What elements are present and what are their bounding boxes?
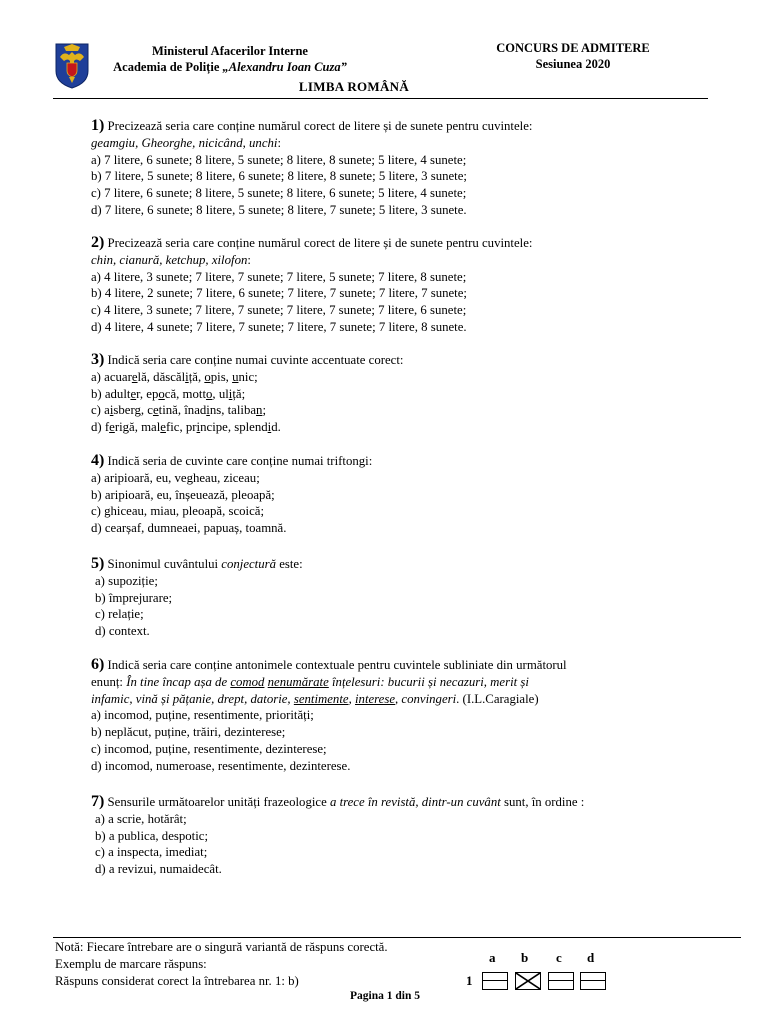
question-3-option-a: a) acuarelă, dăscăliță, opis, unic;: [91, 369, 258, 384]
question-1-words: geamgiu, Gheorghe, nicicând, unchi: [91, 135, 278, 150]
question-6: 6) Indică seria care conține antonimele contextuale pentru cuvintele subliniate din următorul enunț: În tine încap așa de comod nenumărate înțelesuri: bucurii și necazuri, merit și infamic, vină și pățanie, drept, datorie, sentimente, interese, convingeri. (I.L.Caragiale) a) incomod, puține, resentimente, priorități; b) neplăcut, puține, trăiri, dezinterese; c) incomod, puține, resentimente, dezinterese; d) incomod, numeroase, resentimente, dezinterese.: [91, 657, 711, 775]
question-6-option-d: d) incomod, numeroase, resentimente, dezinterese.: [91, 758, 351, 773]
question-2-option-b: b) 4 litere, 2 sunete; 7 litere, 6 sunete; 7 litere, 7 sunete; 7 litere, 7 sunete;: [91, 286, 467, 301]
answer-label-c: c: [556, 950, 562, 965]
note-line-2: Exemplu de marcare răspuns:: [55, 957, 207, 971]
question-6-option-c: c) incomod, puține, resentimente, dezinterese;: [91, 741, 327, 756]
question-5-option-b: b) împrejurare;: [95, 590, 173, 605]
question-6-text: Indică seria care conține antonimele contextuale pentru cuvintele subliniate din următorul: [104, 658, 567, 672]
answer-box-c: [548, 972, 574, 990]
question-1: 1) Precizează seria care conține numărul corect de litere și de sunete pentru cuvintele: geamgiu, Gheorghe, nicicând, unchi: a) 7 litere, 6 sunete; 8 litere, 5 sunete; 8 litere, 8 sunete; 5 litere, 4 sunete; b) 7 litere, 5 sunete; 8 litere, 6 sunete; 8 litere, 8 sunete; 5 litere, 3 sunete; c) 7 litere, 6 sunete; 8 litere, 5 sunete; 8 litere, 6 sunete; 5 litere, 4 sunete; d) 7 litere, 6 sunete; 8 litere, 5 sunete; 8 litere, 7 sunete; 5 litere, 3 sunete.: [91, 118, 711, 219]
question-7-phrases: a trece în revistă, dintr-un cuvânt: [329, 795, 501, 809]
answer-label-a: a: [489, 950, 496, 965]
question-6-quote-line-1: enunț: În tine încap așa de comod nenumărate înțelesuri: bucurii și necazuri, merit și: [91, 674, 529, 689]
question-4-option-b: b) aripioară, eu, înșeuează, pleoapă;: [91, 487, 275, 502]
question-3-option-d: d) ferigă, malefic, principe, splendid.: [91, 420, 281, 435]
cross-mark-icon: [516, 973, 540, 989]
question-5-option-d: d) context.: [95, 624, 150, 639]
header-divider: [53, 98, 708, 99]
academy-name: Academia de Poliție „Alexandru Ioan Cuza”: [113, 60, 347, 74]
institution-header: [100, 43, 360, 75]
question-4-text: Indică seria de cuvinte care conține numai triftongi:: [104, 454, 373, 468]
question-2-text: Precizează seria care conține numărul corect de litere și de sunete pentru cuvintele:: [104, 236, 533, 250]
question-4-option-c: c) ghiceau, miau, pleoapă, scoică;: [91, 504, 265, 519]
question-3-option-b: b) adulter, epocă, motto, uliță;: [91, 386, 246, 401]
question-2-words: chin, cianură, ketchup, xilofon: [91, 252, 248, 267]
question-7-text: Sensurile următoarelor unități frazeologice: [104, 795, 330, 809]
question-3-text: Indică seria care conține numai cuvinte accentuate corect:: [104, 353, 404, 367]
question-2-option-a: a) 4 litere, 3 sunete; 7 litere, 7 sunete; 7 litere, 5 sunete; 7 litere, 8 sunete;: [91, 269, 467, 284]
question-5-option-a: a) supoziție;: [95, 573, 158, 588]
answer-label-d: d: [587, 950, 595, 965]
question-5-text: Sinonimul cuvântului: [104, 557, 222, 571]
page-number: Pagina 1 din 5: [350, 990, 420, 1002]
answer-box-a: [482, 972, 508, 990]
question-4-option-a: a) aripioară, eu, vegheau, ziceau;: [91, 470, 260, 485]
question-2: 2) Precizează seria care conține numărul corect de litere și de sunete pentru cuvintele: chin, cianură, ketchup, xilofon: a) 4 litere, 3 sunete; 7 litere, 7 sunete; 7 litere, 5 sunete; 7 litere, 8 sunete; b) 4 litere, 2 sunete; 7 litere, 6 sunete; 7 litere, 7 sunete; 7 litere, 7 sunete; c) 4 litere, 3 sunete; 7 litere, 7 sunete; 7 litere, 7 sunete; 7 litere, 6 sunete; d) 4 litere, 4 sunete; 7 litere, 7 sunete; 7 litere, 7 sunete; 7 litere, 8 sunete.: [91, 235, 711, 336]
question-1-option-b: b) 7 litere, 5 sunete; 8 litere, 6 sunete; 8 litere, 8 sunete; 5 litere, 3 sunete;: [91, 169, 467, 184]
question-6-option-a: a) incomod, puține, resentimente, priorități;: [91, 708, 314, 723]
question-1-text: Precizează seria care conține numărul corect de litere și de sunete pentru cuvintele:: [104, 119, 533, 133]
example-question-number: 1: [466, 973, 473, 988]
question-4: 4) Indică seria de cuvinte care conține numai triftongi: a) aripioară, eu, vegheau, ziceau; b) aripioară, eu, înșeuează, pleoapă; c) ghiceau, miau, pleoapă, scoică; d) cearșaf, dumneaei, papuaș, toamnă.: [91, 453, 711, 537]
answer-box-b-marked: [515, 972, 541, 990]
question-5-option-c: c) relație;: [95, 607, 144, 622]
note-line-3: Răspuns considerat corect la întrebarea nr. 1: b): [55, 974, 299, 988]
question-7-option-a: a) a scrie, hotărât;: [95, 811, 187, 826]
question-2-option-d: d) 4 litere, 4 sunete; 7 litere, 7 sunete; 7 litere, 7 sunete; 7 litere, 8 sunete.: [91, 319, 467, 334]
note-line-1: Notă: Fiecare întrebare are o singură variantă de răspuns corectă.: [55, 940, 388, 954]
exam-header: [468, 40, 678, 72]
question-1-option-c: c) 7 litere, 6 sunete; 8 litere, 5 sunete; 8 litere, 6 sunete; 5 litere, 4 sunete;: [91, 186, 467, 201]
question-6-quote-line-2: infamic, vină și pățanie, drept, datorie, sentimente, interese, convingeri. (I.L.Caragiale): [91, 691, 539, 706]
question-7: 7) Sensurile următoarelor unități frazeologice a trece în revistă, dintr-un cuvânt sunt, în ordine : a) a scrie, hotărât; b) a publica, despotic; c) a inspecta, imediat; d) a revizui, numaidecât.: [91, 794, 711, 878]
question-2-option-c: c) 4 litere, 3 sunete; 7 litere, 7 sunete; 7 litere, 7 sunete; 7 litere, 6 sunete;: [91, 303, 467, 318]
answer-box-d: [580, 972, 606, 990]
ministry-name: Ministerul Afacerilor Interne: [152, 44, 308, 58]
question-7-option-c: c) a inspecta, imediat;: [95, 845, 208, 860]
question-4-option-d: d) cearșaf, dumneaei, papuaș, toamnă.: [91, 521, 287, 536]
question-6-option-b: b) neplăcut, puține, trăiri, dezinterese;: [91, 725, 286, 740]
subject-title: LIMBA ROMÂNĂ: [298, 79, 410, 94]
question-1-option-a: a) 7 litere, 6 sunete; 8 litere, 5 sunete; 8 litere, 8 sunete; 5 litere, 4 sunete;: [91, 152, 467, 167]
footer-note: [55, 939, 388, 990]
question-3-option-c: c) aisberg, cetină, înadins, taliban;: [91, 403, 267, 418]
question-7-option-d: d) a revizui, numaidecât.: [95, 862, 222, 877]
exam-title: CONCURS DE ADMITERE: [496, 41, 650, 55]
question-3: 3) Indică seria care conține numai cuvinte accentuate corect: a) acuarelă, dăscăliță, opis, unic; b) adulter, epocă, motto, uliță; c) aisberg, cetină, înadins, taliban; d) ferigă, malefic, principe, splendid.: [91, 352, 711, 436]
question-5-word: conjectură: [221, 557, 277, 571]
question-5: 5) Sinonimul cuvântului conjectură este: a) supoziție; b) împrejurare; c) relație; d) context.: [91, 556, 711, 640]
question-1-option-d: d) 7 litere, 6 sunete; 8 litere, 5 sunete; 8 litere, 7 sunete; 5 litere, 3 sunete.: [91, 202, 467, 217]
answer-label-b: b: [521, 950, 529, 965]
footer-divider: [53, 937, 741, 938]
exam-session: Sesiunea 2020: [535, 57, 611, 71]
question-7-option-b: b) a publica, despotic;: [95, 828, 209, 843]
